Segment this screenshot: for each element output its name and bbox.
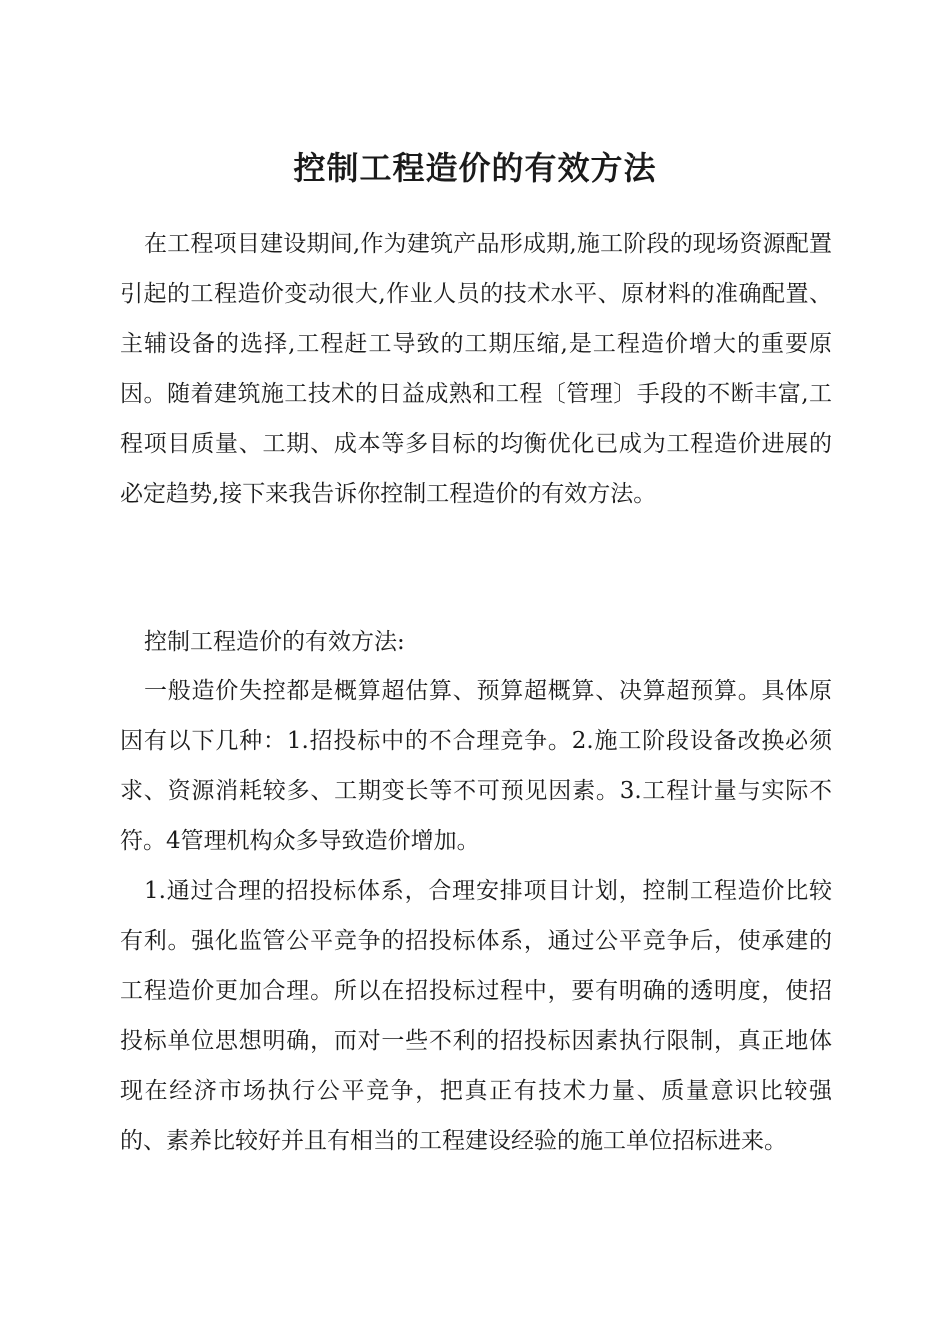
paragraph-method-1: 1.通过合理的招投标体系，合理安排项目计划，控制工程造价比较有利。强化监管公平竞争的招投标体系，通过公平竞争后，使承建的工程造价更加合理。所以在招投标过程中，要有明确的透明度，使招投标单位思想明确，而对一些不利的招投标因素执行限制，真正地体现在经济市场执行公平竞争，把真正有技术力量、质量意识比较强的、素养比较好并且有相当的工程建设经验的施工单位招标进来。 <box>120 878 832 1154</box>
document-title: 控制工程造价的有效方法 <box>293 149 657 187</box>
paragraph-causes: 一般造价失控都是概算超估算、预算超概算、决算超预算。具体原因有以下几种：1.招投标中的不合理竞争。2.施工阶段设备改换必须求、资源消耗较多、工期变长等不可预见因素。3.工程计量与实际不符。4管理机构众多导致造价增加。 <box>120 678 832 854</box>
paragraph-intro: 在工程项目建设期间,作为建筑产品形成期,施工阶段的现场资源配置引起的工程造价变动很大,作业人员的技术水平、原材料的准确配置、主辅设备的选择,工程赶工导致的工期压缩,是工程造价增大的重要原因。随着建筑施工技术的日益成熟和工程〔管理〕手段的不断丰富,工程项目质量、工期、成本等多目标的均衡优化已成为工程造价进展的必定趋势,接下来我告诉你控制工程造价的有效方法。 <box>120 231 832 507</box>
paragraph-section-heading: 控制工程造价的有效方法: <box>144 629 405 655</box>
